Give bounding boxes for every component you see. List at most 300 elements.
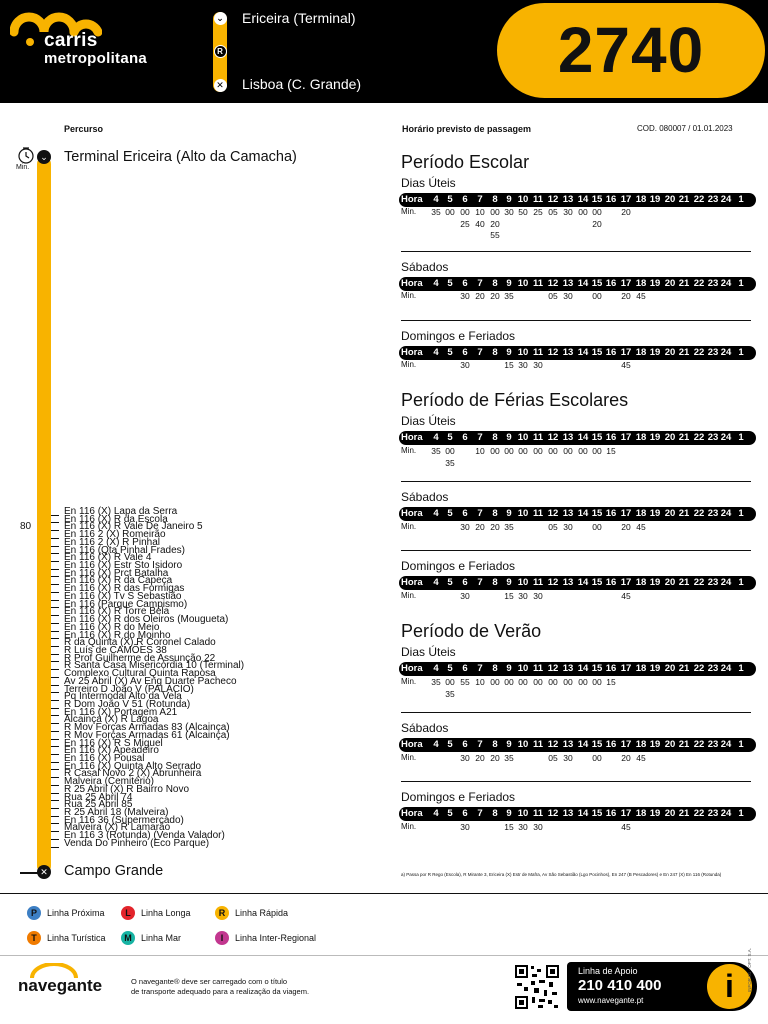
minute-value: 05: [548, 207, 558, 217]
minute-value: 30: [460, 291, 470, 301]
minute-value: 20: [490, 291, 500, 301]
stop-tick: [51, 754, 59, 755]
hour-bar: [399, 431, 756, 445]
rapid-badge: R: [214, 45, 227, 58]
hour-cell: 8: [492, 278, 498, 289]
side-code: INFOR.01 - OPT. S.A.: [747, 947, 752, 992]
minute-value: 35: [445, 457, 455, 468]
minute-value: 30: [504, 207, 514, 217]
hour-cell: 1: [738, 739, 744, 750]
hour-cell: 21: [678, 347, 690, 358]
hour-cell: 24: [720, 508, 732, 519]
legend-i-badge: I: [215, 931, 229, 945]
hour-bar: [399, 807, 756, 821]
hour-header: Hora: [401, 347, 423, 358]
minute-value: 20: [592, 218, 602, 229]
minute-value: 00: [548, 677, 558, 687]
hour-cell: 19: [649, 278, 661, 289]
hour-cell: 17: [620, 508, 632, 519]
stop-tick: [51, 800, 59, 801]
hour-cell: 8: [492, 663, 498, 674]
minute-value: 20: [621, 753, 631, 763]
minute-value: 25: [460, 218, 470, 229]
day-type-label: Domingos e Feriados: [401, 559, 516, 573]
hour-cell: 12: [547, 194, 559, 205]
hour-cell: 7: [477, 194, 483, 205]
hour-cell: 23: [707, 432, 719, 443]
stop-tick: [51, 669, 59, 670]
stop-tick: [51, 515, 59, 516]
minutes-label: Min.: [401, 591, 417, 600]
section-rule: [401, 481, 751, 482]
stop-item: En 116 (X) Prct Batalha: [64, 567, 169, 579]
hour-cell: 21: [678, 739, 690, 750]
hour-cell: 4: [433, 194, 439, 205]
minutes-label: Min.: [401, 446, 417, 455]
hour-cell: 19: [649, 347, 661, 358]
hour-cell: 17: [620, 663, 632, 674]
minute-value: 30: [533, 360, 543, 370]
hour-header: Hora: [401, 194, 423, 205]
stop-tick: [51, 739, 59, 740]
hour-cell: 23: [707, 577, 719, 588]
hour-cell: 9: [506, 508, 512, 519]
hour-cell: 8: [492, 739, 498, 750]
day-type-label: Dias Úteis: [401, 176, 456, 190]
stop-tick: [51, 546, 59, 547]
hour-cell: 21: [678, 278, 690, 289]
stop-tick: [51, 769, 59, 770]
clock-icon: [16, 146, 36, 164]
stop-tick: [51, 522, 59, 523]
hour-cell: 7: [477, 663, 483, 674]
stop-item: En 116 (Qta Pinhal Frades): [64, 544, 185, 556]
minute-value: 20: [621, 291, 631, 301]
hour-cell: 4: [433, 278, 439, 289]
code-label: COD. 080007 / 01.01.2023: [637, 124, 733, 133]
hour-cell: 8: [492, 194, 498, 205]
minute-value: 45: [621, 591, 631, 601]
minute-value: 00: [490, 207, 500, 217]
stop-tick: [51, 685, 59, 686]
hour-cell: 21: [678, 808, 690, 819]
hour-cell: 11: [532, 194, 544, 205]
stop-item: Rua 25 Abril 85: [64, 799, 133, 811]
hour-cell: 5: [447, 278, 453, 289]
footer-note-2: de transporte adequado para a realização da viagem.: [131, 987, 310, 996]
hour-cell: 18: [635, 577, 647, 588]
hour-cell: 13: [562, 278, 574, 289]
stop-tick: [51, 631, 59, 632]
hour-cell: 22: [693, 663, 705, 674]
stop-item: R Prof Guilherme de Assunção 22: [64, 652, 216, 664]
hour-cell: 7: [477, 508, 483, 519]
hour-cell: 5: [447, 432, 453, 443]
hour-cell: 13: [562, 194, 574, 205]
day-type-label: Domingos e Feriados: [401, 790, 516, 804]
hour-cell: 9: [506, 432, 512, 443]
minute-value: 00: [563, 677, 573, 687]
minute-value: 30: [518, 591, 528, 601]
stop-tick: [51, 623, 59, 624]
hour-cell: 22: [693, 808, 705, 819]
stop-item: R 25 Abril 18 (Malveira): [64, 807, 169, 819]
close-icon: ✕: [37, 865, 51, 879]
hour-cell: 18: [635, 663, 647, 674]
stop-item: R Dom João V 51 (Rotunda): [64, 698, 191, 710]
minute-value: 35: [431, 677, 441, 687]
stop-item: Venda Do Pinheiro (Eco Parque): [64, 837, 210, 849]
hour-cell: 6: [462, 278, 468, 289]
hour-cell: 7: [477, 739, 483, 750]
day-type-label: Dias Úteis: [401, 645, 456, 659]
chevron-down-icon: ⌄: [214, 12, 227, 25]
minute-value: 00: [592, 522, 602, 532]
hour-cell: 10: [517, 347, 529, 358]
stop-item: En 116 2 (X) R Pinhal: [64, 536, 160, 548]
stop-item: R Luís de CAMÕES 38: [64, 644, 167, 656]
minute-value: 00: [578, 677, 588, 687]
minute-value: 20: [490, 522, 500, 532]
hour-header: Hora: [401, 278, 423, 289]
stop-tick: [51, 731, 59, 732]
hour-bar: [399, 346, 756, 360]
hour-cell: 4: [433, 508, 439, 519]
hour-cell: 11: [532, 278, 544, 289]
hour-cell: 6: [462, 432, 468, 443]
stop-item: En 116 (Parque Campismo): [64, 598, 188, 610]
hour-cell: 24: [720, 432, 732, 443]
minute-value: 00: [592, 291, 602, 301]
hour-header: Hora: [401, 808, 423, 819]
stop-tick: [51, 600, 59, 601]
stop-tick: [51, 723, 59, 724]
legend-label: Linha Rápida: [235, 908, 289, 918]
hour-cell: 19: [649, 432, 661, 443]
legend-p-badge: P: [27, 906, 41, 920]
minute-value: 05: [548, 753, 558, 763]
hour-bar: [399, 662, 756, 676]
hour-cell: 5: [447, 508, 453, 519]
first-stop: Terminal Ericeira (Alto da Camacha): [64, 149, 297, 165]
hour-cell: 7: [477, 808, 483, 819]
hour-cell: 9: [506, 278, 512, 289]
support-phone: 210 410 400: [578, 977, 662, 994]
hour-cell: 20: [664, 432, 676, 443]
stop-tick: [51, 553, 59, 554]
hour-cell: 4: [433, 432, 439, 443]
support-url[interactable]: www.navegante.pt: [578, 996, 644, 1005]
hour-cell: 8: [492, 808, 498, 819]
hour-bar: [399, 576, 756, 590]
hour-cell: 23: [707, 278, 719, 289]
hour-cell: 23: [707, 508, 719, 519]
hour-cell: 20: [664, 577, 676, 588]
origin-label: Ericeira (Terminal): [242, 10, 356, 26]
hour-cell: 1: [738, 663, 744, 674]
minute-value: 10: [475, 677, 485, 687]
hour-cell: 11: [532, 508, 544, 519]
stop-tick: [51, 793, 59, 794]
line-number-badge: [497, 3, 765, 98]
hour-cell: 12: [547, 347, 559, 358]
stop-tick: [51, 746, 59, 747]
minute-value: 30: [563, 522, 573, 532]
minute-value: 50: [518, 207, 528, 217]
minute-value: 25: [533, 207, 543, 217]
stop-item: En 116 3 (Rotunda) (Venda Valador): [64, 830, 225, 842]
legend-label: Linha Turística: [47, 933, 106, 943]
minute-value: 20: [621, 522, 631, 532]
stop-item: En 116 (X) R da Capeça: [64, 575, 173, 587]
hour-cell: 16: [605, 194, 617, 205]
stop-item: R Mov Forças Armadas 83 (Alcainça): [64, 722, 230, 734]
hour-cell: 16: [605, 432, 617, 443]
hour-cell: 15: [591, 432, 603, 443]
hour-cell: 15: [591, 347, 603, 358]
hour-cell: 20: [664, 663, 676, 674]
stop-item: En 116 (X) R Vale De Janeiro 5: [64, 521, 203, 533]
minute-value: 00: [490, 677, 500, 687]
hour-cell: 15: [591, 663, 603, 674]
stop-ticks: [51, 508, 59, 848]
minute-value: 00: [592, 753, 602, 763]
minute-value: 30: [518, 822, 528, 832]
stop-tick: [51, 847, 59, 848]
stop-tick: [51, 538, 59, 539]
hour-cell: 19: [649, 663, 661, 674]
hour-cell: 12: [547, 432, 559, 443]
minute-value: 00: [578, 207, 588, 217]
hour-cell: 16: [605, 508, 617, 519]
minute-value: 00: [533, 677, 543, 687]
minute-value: 35: [504, 753, 514, 763]
hour-cell: 24: [720, 808, 732, 819]
minute-value: 55: [460, 677, 470, 687]
hour-cell: 9: [506, 739, 512, 750]
stop-item: En 116 (X) R dos Oleiros (Mougueta): [64, 614, 229, 626]
legend-label: Linha Mar: [141, 933, 182, 943]
minute-value: 30: [563, 753, 573, 763]
hour-cell: 7: [477, 347, 483, 358]
info-icon: i: [707, 964, 752, 1009]
hour-cell: 16: [605, 808, 617, 819]
hour-cell: 17: [620, 432, 632, 443]
stop-tick: [51, 677, 59, 678]
hour-cell: 15: [591, 739, 603, 750]
stop-tick: [51, 638, 59, 639]
hour-cell: 10: [517, 194, 529, 205]
hour-cell: 4: [433, 663, 439, 674]
stop-tick: [51, 576, 59, 577]
legend-r-badge: R: [215, 906, 229, 920]
hour-cell: 13: [562, 663, 574, 674]
legend-label: Linha Inter-Regional: [235, 933, 317, 943]
minutes-label: Min.: [401, 753, 417, 762]
hour-cell: 18: [635, 278, 647, 289]
stop-item: Rua 25 Abril 74: [64, 791, 133, 803]
hour-cell: 7: [477, 278, 483, 289]
hour-cell: 15: [591, 194, 603, 205]
hour-cell: 6: [462, 194, 468, 205]
hour-cell: 11: [532, 808, 544, 819]
hour-cell: 5: [447, 663, 453, 674]
stop-item: R 25 Abril (X) R Bairro Novo: [64, 783, 190, 795]
stop-item: En 116 (X) Apeadeiro: [64, 745, 159, 757]
hour-cell: 6: [462, 808, 468, 819]
line-number: 2740: [557, 14, 705, 86]
schedule-heading: Horário previsto de passagem: [402, 124, 532, 134]
hour-cell: 18: [635, 508, 647, 519]
hour-cell: 8: [492, 508, 498, 519]
minute-value: 30: [563, 207, 573, 217]
minutes-label: Min.: [401, 522, 417, 531]
minute-value: 00: [592, 677, 602, 687]
hour-cell: 19: [649, 508, 661, 519]
legend-label: Linha Longa: [141, 908, 191, 918]
hour-cell: 4: [433, 347, 439, 358]
hour-cell: 14: [577, 577, 589, 588]
stop-item: En 116 (X) R Torre Bela: [64, 606, 170, 618]
hour-cell: 8: [492, 432, 498, 443]
legend-m-badge: M: [121, 931, 135, 945]
hour-cell: 22: [693, 739, 705, 750]
stop-tick: [51, 646, 59, 647]
hour-cell: 16: [605, 347, 617, 358]
hour-cell: 16: [605, 278, 617, 289]
hour-cell: 4: [433, 739, 439, 750]
minute-value: 00: [445, 207, 455, 217]
hour-cell: 18: [635, 739, 647, 750]
hour-cell: 12: [547, 577, 559, 588]
minute-value: 45: [636, 291, 646, 301]
day-type-label: Sábados: [401, 490, 449, 504]
stop-tick: [51, 785, 59, 786]
hour-cell: 9: [506, 577, 512, 588]
hour-header: Hora: [401, 432, 423, 443]
minute-value: 00: [592, 207, 602, 217]
minutes-label: Min.: [401, 207, 417, 216]
hour-cell: 6: [462, 508, 468, 519]
hour-cell: 11: [532, 577, 544, 588]
hour-cell: 13: [562, 739, 574, 750]
hour-bar: [399, 507, 756, 521]
minute-value: 00: [548, 446, 558, 456]
minute-value: 00: [518, 446, 528, 456]
hour-cell: 12: [547, 739, 559, 750]
minute-value: 30: [460, 591, 470, 601]
minute-value: 15: [504, 360, 514, 370]
day-type-label: Domingos e Feriados: [401, 329, 516, 343]
hour-cell: 1: [738, 278, 744, 289]
stop-tick: [51, 615, 59, 616]
travel-time: 80: [20, 521, 32, 532]
minute-value: 00: [578, 446, 588, 456]
minute-value: 10: [475, 207, 485, 217]
hour-cell: 12: [547, 278, 559, 289]
stop-item: Alcainça (X) R Lagoa: [64, 714, 159, 726]
stop-tick: [51, 584, 59, 585]
minutes-label: Min.: [401, 822, 417, 831]
hour-cell: 24: [720, 739, 732, 750]
stop-tick: [51, 561, 59, 562]
support-title: Linha de Apoio: [578, 966, 638, 976]
period-title: Período Escolar: [401, 152, 530, 172]
minute-value: 45: [621, 822, 631, 832]
minute-value: 00: [563, 446, 573, 456]
hour-cell: 16: [605, 739, 617, 750]
hour-cell: 5: [447, 347, 453, 358]
hour-cell: 10: [517, 739, 529, 750]
hour-cell: 12: [547, 808, 559, 819]
footnote: a) Passa por R Rego (Escola), R Mirante 3, Ericeira (X) Estr de Mafra, Av São Sebastião (Lgo Pocinhos), En 247 (B Pescadores) e En 247 (X) En 116 (Rotunda): [401, 872, 722, 877]
hour-cell: 1: [738, 508, 744, 519]
stop-item: En 116 (X) R S Miguel: [64, 737, 163, 749]
stop-item: En 116 (X) R Vale 4: [64, 552, 152, 564]
hour-cell: 14: [577, 508, 589, 519]
hour-cell: 6: [462, 663, 468, 674]
minute-value: 20: [490, 753, 500, 763]
hour-cell: 21: [678, 194, 690, 205]
close-icon: ✕: [214, 79, 227, 92]
stop-item: Malveira (Cemitério): [64, 776, 155, 788]
hour-cell: 24: [720, 194, 732, 205]
hour-cell: 14: [577, 808, 589, 819]
hour-cell: 20: [664, 808, 676, 819]
hour-cell: 22: [693, 194, 705, 205]
stop-tick: [51, 777, 59, 778]
hour-cell: 8: [492, 347, 498, 358]
day-type-label: Sábados: [401, 260, 449, 274]
minute-value: 15: [606, 446, 616, 456]
hour-cell: 1: [738, 194, 744, 205]
destination-label: Lisboa (C. Grande): [242, 76, 362, 92]
hour-cell: 13: [562, 432, 574, 443]
minute-value: 30: [460, 753, 470, 763]
minute-value: 30: [533, 822, 543, 832]
hour-cell: 22: [693, 577, 705, 588]
minute-value: 30: [518, 360, 528, 370]
hour-cell: 20: [664, 194, 676, 205]
hour-cell: 18: [635, 808, 647, 819]
hour-cell: 23: [707, 194, 719, 205]
navegante-brand: navegante: [18, 976, 103, 995]
hour-cell: 9: [506, 808, 512, 819]
hour-cell: 19: [649, 577, 661, 588]
hour-cell: 13: [562, 508, 574, 519]
hour-cell: 9: [506, 663, 512, 674]
minute-value: 05: [548, 522, 558, 532]
hour-bar: [399, 277, 756, 291]
hour-cell: 17: [620, 808, 632, 819]
hour-cell: 10: [517, 808, 529, 819]
hour-cell: 18: [635, 432, 647, 443]
minutes-label: Min.: [401, 291, 417, 300]
hour-cell: 24: [720, 577, 732, 588]
hour-cell: 11: [532, 432, 544, 443]
minute-value: 00: [445, 677, 455, 687]
minute-value: 00: [445, 446, 455, 456]
stop-item: R da Quinta (X) R Coronel Calado: [64, 637, 216, 649]
minute-value: 15: [504, 822, 514, 832]
minute-value: 15: [504, 591, 514, 601]
hour-header: Hora: [401, 739, 423, 750]
hour-cell: 22: [693, 432, 705, 443]
hour-cell: 1: [738, 577, 744, 588]
hour-cell: 15: [591, 808, 603, 819]
stop-tick: [51, 823, 59, 824]
stop-item: En 116 (X) R da Escola: [64, 513, 168, 525]
